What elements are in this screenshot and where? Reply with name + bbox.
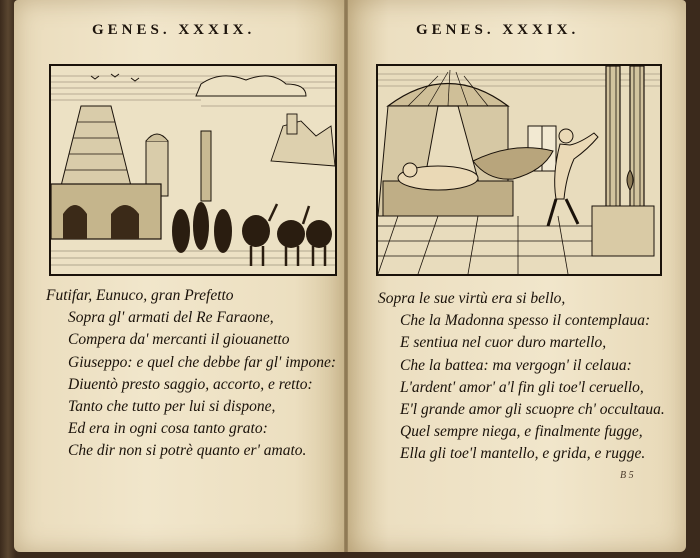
verse-line: Quel sempre niega, e finalmente fugge, — [400, 423, 643, 441]
verse-line: E sentiua nel cuor duro martello, — [400, 334, 607, 352]
verse-line: Diuentò presto saggio, accorto, e retto: — [68, 375, 313, 393]
verse-line: Ella gli toe'l mantello, e grida, e rugge. — [400, 445, 646, 463]
right-page — [348, 0, 686, 552]
left-page-header: GENES. XXXIX. — [92, 22, 256, 38]
left-woodcut-illustration — [49, 64, 337, 276]
right-woodcut-illustration — [376, 64, 662, 276]
verse-line: Compera da' mercanti il giouanetto — [68, 331, 290, 349]
verse-line: Sopra gl' armati del Re Faraone, — [68, 309, 274, 327]
verse-line: Tanto che tutto per lui si dispone, — [68, 398, 276, 416]
right-verses — [378, 288, 665, 466]
verse-line: Che la battea: ma vergogn' il celaua: — [400, 356, 632, 374]
bedchamber-woodcut — [378, 66, 660, 274]
verse-line: L'ardent' amor' a'l fin gli toe'l ceruello, — [400, 378, 644, 396]
city-caravan-woodcut — [51, 66, 335, 274]
right-page-header: GENES. XXXIX. — [416, 22, 580, 38]
left-verses — [46, 285, 336, 463]
verse-line: Futifar, Eunuco, gran Prefetto — [46, 287, 234, 304]
left-page — [14, 0, 344, 552]
verse-line: Giuseppo: e quel che debbe far gl' impone: — [68, 353, 337, 371]
page-signature-mark: B 5 — [620, 470, 634, 481]
verse-line: Ed era in ogni cosa tanto grato: — [68, 420, 268, 438]
verse-line: E'l grande amor gli scuopre ch' occultaua. — [400, 401, 665, 419]
verse-line: Che la Madonna spesso il contemplaua: — [400, 312, 651, 330]
verse-line: Sopra le sue virtù era si bello, — [378, 290, 566, 307]
verse-line: Che dir non si potrè quanto er' amato. — [68, 442, 307, 460]
